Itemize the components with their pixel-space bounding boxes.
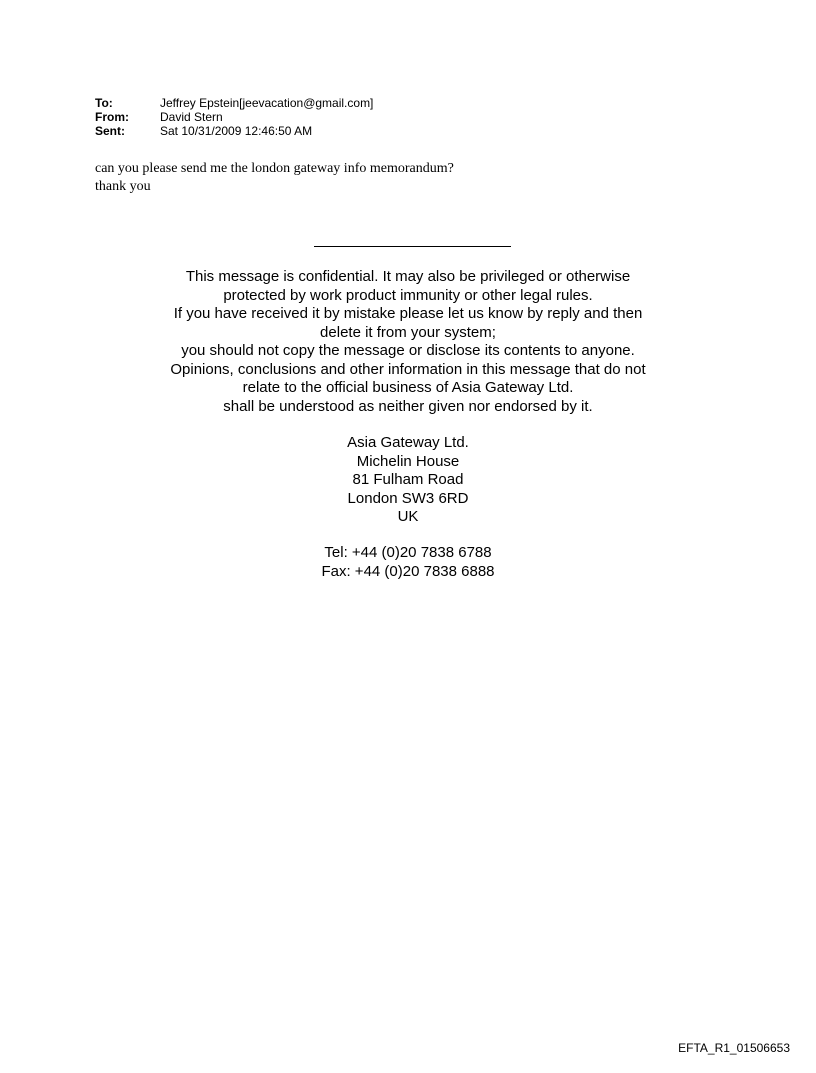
address-line: London SW3 6RD (347, 489, 469, 507)
company-address (0, 434, 816, 527)
address-line: Asia Gateway Ltd. (347, 434, 469, 451)
document-id-footer: EFTA_R1_01506653 (678, 1041, 790, 1055)
signature-divider (314, 246, 511, 247)
company-contact (0, 544, 816, 581)
to-label: To: (95, 96, 113, 110)
disclaimer-line: delete it from your system; (320, 323, 496, 341)
disclaimer-line: If you have received it by mistake please let us know by reply and then (173, 305, 643, 322)
to-value: Jeffrey Epstein[jeevacation@gmail.com] (160, 96, 374, 110)
address-line: 81 Fulham Road (352, 471, 464, 488)
address-line: Michelin House (356, 452, 460, 470)
sent-row (95, 124, 373, 138)
disclaimer-line: relate to the official business of Asia Gateway Ltd. (242, 379, 574, 396)
disclaimer-line: Opinions, conclusions and other information in this message that do not (170, 360, 646, 378)
telephone-number: Tel: +44 (0)20 7838 6788 (324, 544, 492, 561)
message-line: thank you (95, 179, 151, 194)
disclaimer-line: This message is confidential. It may also be privileged or otherwise (185, 268, 631, 285)
to-row (95, 96, 373, 110)
fax-number: Fax: +44 (0)20 7838 6888 (321, 562, 495, 580)
sent-label: Sent: (95, 124, 125, 138)
address-line: UK (397, 508, 419, 525)
email-header (95, 96, 373, 138)
disclaimer-line: shall be understood as neither given nor endorsed by it. (223, 397, 593, 415)
disclaimer-line: you should not copy the message or disclose its contents to anyone. (181, 342, 635, 359)
disclaimer-line: protected by work product immunity or other legal rules. (223, 286, 593, 304)
from-value: David Stern (160, 110, 223, 124)
from-row (95, 110, 373, 124)
message-body (95, 160, 454, 196)
confidentiality-disclaimer (0, 268, 816, 416)
message-line: can you please send me the london gateway info memorandum? (95, 161, 454, 176)
from-label: From: (95, 110, 129, 124)
sent-value: Sat 10/31/2009 12:46:50 AM (160, 124, 313, 138)
